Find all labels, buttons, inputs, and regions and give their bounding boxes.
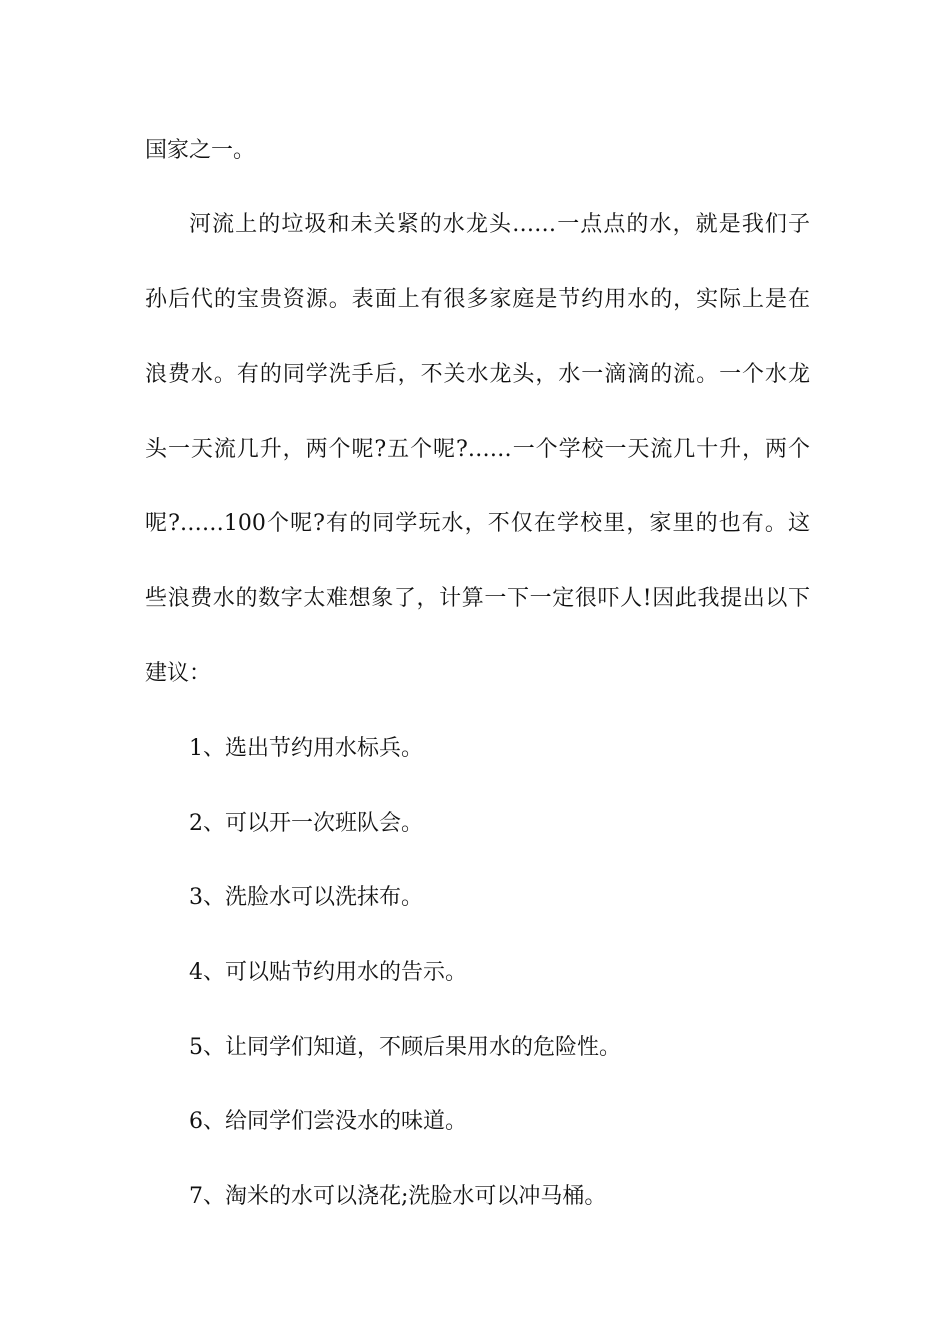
paragraph-line: 头一天流几升，两个呢?五个呢?……一个学校一天流几十升，两个 [145,437,810,462]
suggestion-item: 7、淘米的水可以浇花;洗脸水可以冲马桶。 [189,1184,607,1209]
paragraph-line: 孙后代的宝贵资源。表面上有很多家庭是节约用水的，实际上是在 [145,287,810,312]
paragraph-line: 呢?……100个呢?有的同学玩水，不仅在学校里，家里的也有。这 [145,511,810,536]
paragraph-line: 建议： [145,661,212,686]
suggestion-item: 3、洗脸水可以洗抹布。 [189,885,423,910]
suggestion-item: 4、可以贴节约用水的告示。 [189,960,467,985]
continued-paragraph-line: 国家之一。 [145,138,256,163]
suggestion-item: 2、可以开一次班队会。 [189,811,423,836]
paragraph-line: 些浪费水的数字太难想象了，计算一下一定很吓人!因此我提出以下 [145,586,810,611]
suggestion-item: 1、选出节约用水标兵。 [189,736,423,761]
paragraph-line: 浪费水。有的同学洗手后，不关水龙头，水一滴滴的流。一个水龙 [145,362,810,387]
suggestion-item: 5、让同学们知道，不顾后果用水的危险性。 [189,1035,621,1060]
suggestion-item: 6、给同学们尝没水的味道。 [189,1109,467,1134]
paragraph-line: 河流上的垃圾和未关紧的水龙头……一点点的水，就是我们子 [189,212,810,237]
